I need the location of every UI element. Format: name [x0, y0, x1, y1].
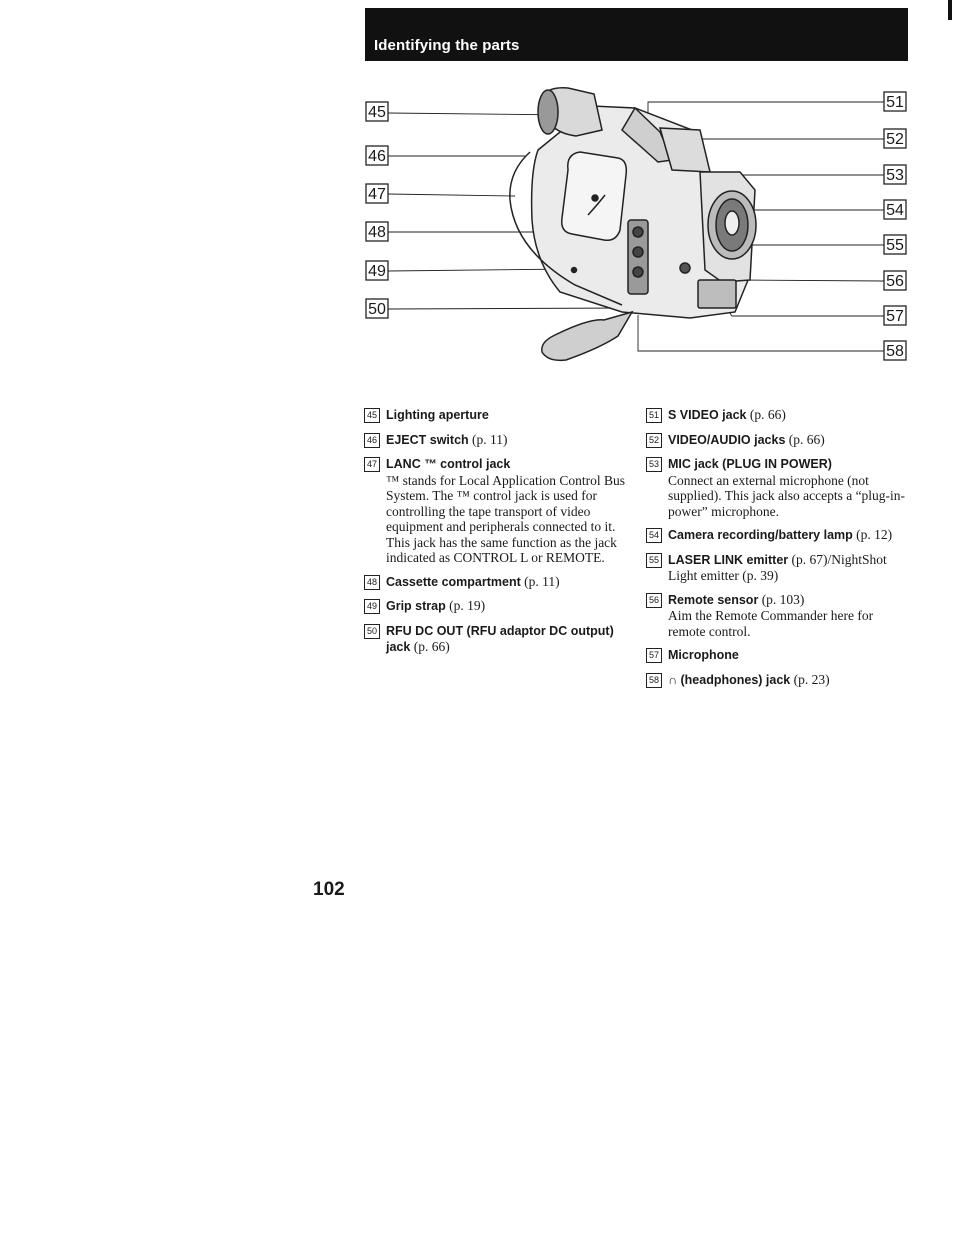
item-page-ref: (p. 19) — [449, 598, 486, 613]
item-title: RFU DC OUT (RFU adaptor DC output) jack — [386, 623, 614, 654]
item-title: Microphone — [668, 648, 739, 662]
item-number: 47 — [364, 457, 380, 472]
callout-55: 55 — [886, 237, 904, 254]
list-item — [646, 672, 911, 689]
list-item — [646, 407, 911, 424]
list-item — [364, 623, 626, 656]
item-number: 53 — [646, 457, 662, 472]
item-number: 54 — [646, 528, 662, 543]
callout-45: 45 — [368, 104, 386, 121]
callout-52: 52 — [886, 131, 904, 148]
item-number: 51 — [646, 408, 662, 423]
callout-46: 46 — [368, 148, 386, 165]
item-title: LASER LINK emitter — [668, 552, 789, 567]
item-number: 57 — [646, 648, 662, 663]
item-number: 48 — [364, 575, 380, 590]
page-number: 102 — [313, 879, 345, 900]
list-item — [364, 574, 626, 591]
list-item — [646, 527, 911, 544]
item-title: LANC ™ control jack — [386, 457, 511, 471]
right-description-column — [646, 407, 911, 696]
item-title: Camera recording/battery lamp — [668, 528, 853, 542]
item-title: MIC jack (PLUG IN POWER) — [668, 457, 832, 471]
item-number: 52 — [646, 433, 662, 448]
list-item — [646, 432, 911, 449]
callout-56: 56 — [886, 273, 904, 290]
callout-53: 53 — [886, 167, 904, 184]
item-description: Aim the Remote Commander here for remote control. — [668, 608, 874, 639]
item-title: Cassette compartment — [386, 574, 521, 589]
section-header — [365, 8, 908, 61]
list-item — [364, 598, 626, 615]
item-number: 56 — [646, 593, 662, 608]
item-page-ref: (p. 11) — [472, 431, 508, 447]
list-item — [646, 552, 911, 584]
camcorder-illustration — [360, 80, 920, 380]
list-item — [364, 432, 626, 449]
item-number: 49 — [364, 599, 380, 614]
section-title: Identifying the parts — [374, 37, 520, 54]
item-page-ref: (p. 12) — [856, 527, 893, 542]
item-number: 55 — [646, 553, 662, 568]
left-description-column — [364, 407, 626, 664]
callout-47: 47 — [368, 186, 386, 203]
callout-48: 48 — [368, 224, 386, 241]
callout-51: 51 — [886, 94, 904, 111]
item-number: 45 — [364, 408, 380, 423]
callout-50: 50 — [368, 301, 386, 318]
item-page-ref: (p. 23) — [793, 671, 830, 687]
list-item — [646, 456, 911, 519]
item-page-ref: (p. 66) — [413, 639, 450, 654]
item-title: ∩ (headphones) jack — [668, 672, 791, 687]
item-page-ref: (p. 66) — [749, 407, 786, 422]
list-item — [364, 456, 626, 566]
item-number: 58 — [646, 673, 662, 688]
item-page-ref: (p. 66) — [788, 431, 825, 447]
item-number: 50 — [364, 624, 380, 639]
item-page-ref: (p. 103) — [761, 591, 805, 607]
item-title: Grip strap — [386, 599, 446, 613]
page-edge-mark — [948, 0, 952, 20]
item-title: Remote sensor — [668, 592, 759, 607]
item-page-ref: (p. 67)/NightShot Light emitter (p. 39) — [668, 551, 887, 583]
item-title: S VIDEO jack — [668, 408, 747, 422]
list-item — [646, 647, 911, 664]
item-title: VIDEO/AUDIO jacks — [668, 432, 786, 447]
callout-54: 54 — [886, 202, 904, 219]
camcorder-figure — [360, 80, 920, 380]
callout-49: 49 — [368, 263, 386, 280]
list-item — [646, 592, 911, 640]
item-number: 46 — [364, 433, 380, 448]
item-description: ™ stands for Local Application Control Bus System. The ™ control jack is used for controlling the tape transport of video equipment and peripherals connected to it. This jack has the same function as the jack indicated as CONTROL L or REMOTE. — [386, 472, 625, 565]
callout-57: 57 — [886, 308, 904, 325]
item-title: EJECT switch — [386, 432, 469, 447]
item-page-ref: (p. 11) — [524, 573, 560, 589]
item-description: Connect an external microphone (not supplied). This jack also accepts a “plug-in-power” microphone. — [668, 472, 906, 519]
callout-58: 58 — [886, 343, 904, 360]
list-item — [364, 407, 626, 424]
item-title: Lighting aperture — [386, 408, 489, 422]
